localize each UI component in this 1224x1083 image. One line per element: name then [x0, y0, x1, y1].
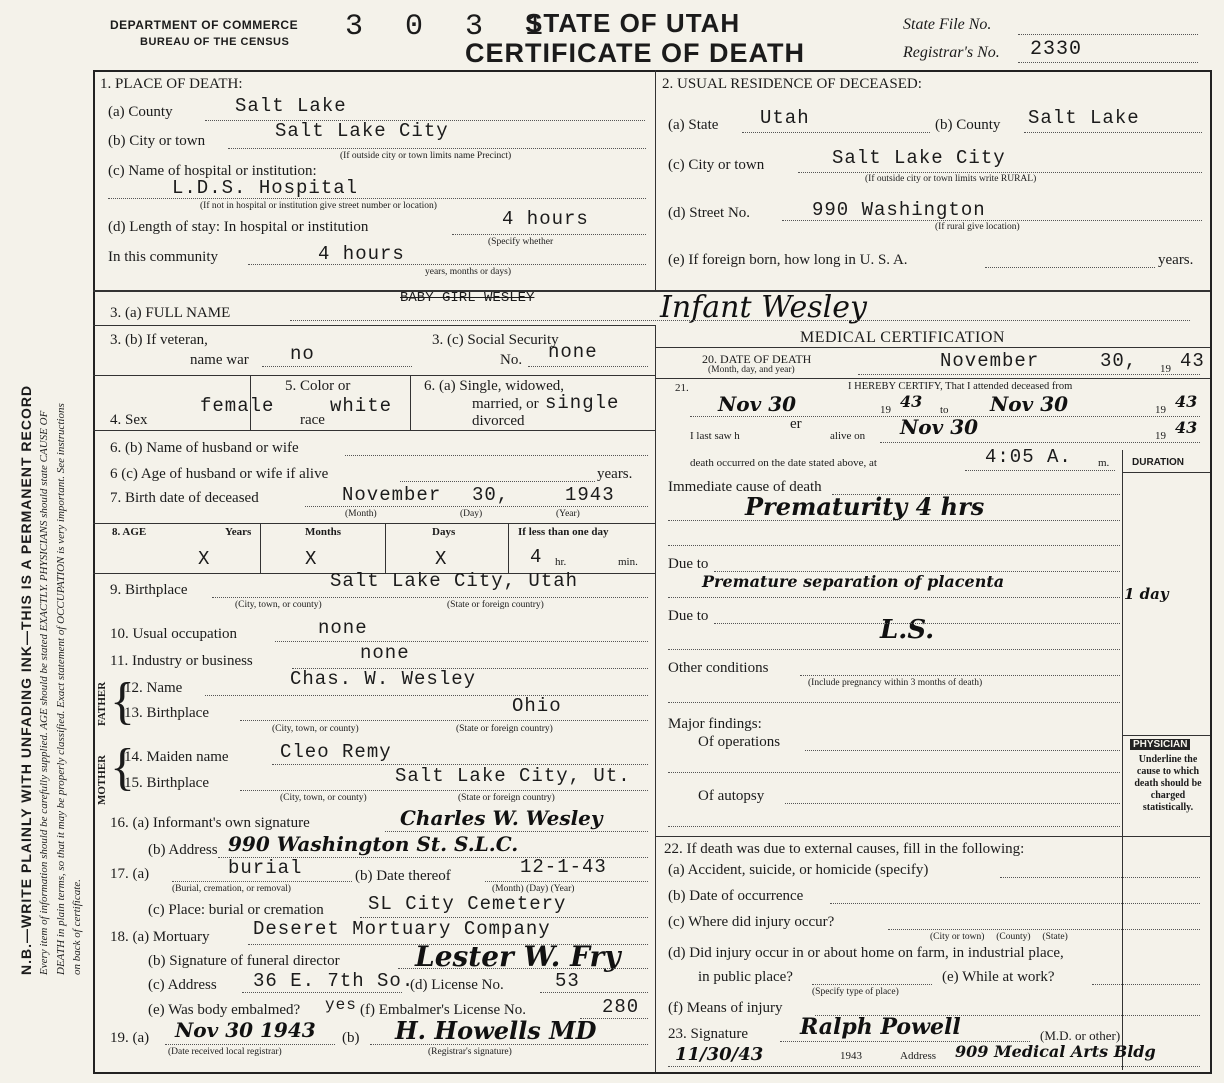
age-months-label: Months	[305, 526, 342, 538]
residence-state-label: (a) State	[668, 117, 719, 133]
burial-date: 12-1-43	[520, 856, 607, 878]
place-county-value: Salt Lake	[235, 95, 347, 117]
due-to-1-duration: 1 day	[1124, 585, 1169, 603]
certificate-title: CERTIFICATE OF DEATH	[465, 38, 805, 68]
residence-state-value: Utah	[760, 107, 810, 129]
physician-sig-date: 11/30/43	[675, 1044, 764, 1065]
external-d-label-2: in public place?	[698, 969, 793, 985]
birth-year: 1943	[565, 484, 615, 506]
mortuary-address-label: (c) Address	[148, 977, 217, 993]
place-hospital-note: (If not in hospital or institution give street number or location)	[200, 201, 437, 211]
age-days-label: Days	[432, 526, 456, 538]
burial-label-a: 17. (a)	[110, 866, 150, 882]
due-to-2-label: Due to	[668, 608, 709, 624]
father-name-value: Chas. W. Wesley	[290, 668, 477, 690]
age-less-label: If less than one day	[518, 526, 609, 538]
other-conditions-note: (Include pregnancy within 3 months of death)	[808, 678, 983, 688]
birth-day: 30,	[472, 484, 510, 506]
due-to-2: L.S.	[880, 615, 935, 645]
registrar-date: Nov 30 1943	[175, 1018, 316, 1042]
due-to-1-label: Due to	[668, 556, 709, 572]
occurred-label: death occurred on the date stated above, at	[690, 457, 877, 469]
license-value: 53	[555, 970, 580, 992]
last-saw-suffix: er	[790, 416, 802, 432]
residence-county-label: (b) County	[935, 117, 1001, 133]
place-community-label: In this community	[108, 249, 218, 265]
birthplace-value: Salt Lake City, Utah	[330, 570, 579, 592]
mother-state-note: (State or foreign country)	[458, 793, 555, 803]
age-years-label: Years	[225, 526, 252, 538]
last-saw-label: I last saw h	[690, 430, 740, 442]
father-birthplace-label: 13. Birthplace	[124, 705, 209, 721]
margin-note-line4: on back of certificate.	[71, 879, 83, 975]
attend-to-label: to	[940, 404, 949, 416]
physician-sig-year: 1943	[840, 1050, 862, 1062]
industry-label: 11. Industry or business	[110, 653, 253, 669]
residence-city-note: (If outside city or town limits write RURAL)	[865, 174, 1037, 184]
place-years-note: years, months or days)	[425, 267, 512, 277]
physician-address-label: Address	[900, 1050, 937, 1062]
marital-label-2: married, or	[472, 396, 539, 412]
place-city-label: (b) City or town	[108, 133, 206, 149]
residence-street-note: (If rural give location)	[935, 222, 1020, 232]
age-label: 8. AGE	[112, 526, 147, 538]
state-title: STATE OF UTAH	[525, 8, 741, 38]
bureau-label: BUREAU OF THE CENSUS	[140, 36, 290, 48]
place-hospital-value: L.D.S. Hospital	[172, 177, 359, 199]
informant-sig-label: 16. (a) Informant's own signature	[110, 815, 310, 831]
duration-header: DURATION	[1132, 457, 1185, 468]
age-days-value: X	[435, 548, 448, 570]
age-years-value: X	[198, 548, 211, 570]
mother-birthplace-label: 15. Birthplace	[124, 775, 209, 791]
full-name-written: Infant Wesley	[660, 290, 867, 325]
registrar-no-label: Registrar's No.	[903, 44, 1000, 61]
full-name-typed: BABY GIRL WESLEY	[400, 290, 535, 306]
age-hr-label: hr.	[555, 556, 567, 568]
license-label: (d) License No.	[410, 977, 504, 993]
embalmer-label: (f) Embalmer's License No.	[360, 1002, 526, 1018]
last-saw-date: Nov 30	[900, 415, 979, 439]
veteran-label-1: 3. (b) If veteran,	[110, 332, 208, 348]
mother-name-value: Cleo Remy	[280, 741, 392, 763]
color-label-2: race	[300, 412, 325, 428]
age-spouse-years: years.	[597, 466, 633, 482]
physician-sig-label: 23. Signature	[668, 1026, 748, 1042]
birth-year-note: (Year)	[556, 509, 580, 519]
birth-date-label: 7. Birth date of deceased	[110, 490, 259, 506]
age-hours-value: 4	[530, 546, 543, 568]
registrar-signature: H. Howells MD	[395, 1016, 597, 1045]
age-min-label: min.	[618, 556, 638, 568]
death-century: 19	[1160, 363, 1171, 375]
mother-tag: MOTHER	[96, 754, 108, 805]
ssn-value: none	[548, 341, 598, 363]
physician-md-note: (M.D. or other)	[1040, 1028, 1121, 1043]
attend-from-century: 19	[880, 404, 891, 416]
physician-tag: PHYSICIAN	[1130, 739, 1190, 750]
other-conditions-label: Other conditions	[668, 660, 769, 676]
alive-label: alive on	[830, 430, 866, 442]
residence-street-label: (d) Street No.	[668, 205, 751, 221]
registrar-date-note: (Date received local registrar)	[168, 1047, 282, 1057]
embalmed-label: (e) Was body embalmed?	[148, 1002, 301, 1018]
place-hospital-label: (c) Name of hospital or institution:	[108, 163, 317, 179]
attend-from: Nov 30	[718, 392, 797, 416]
place-stay-label: (d) Length of stay: In hospital or institution	[108, 219, 369, 235]
residence-city-value: Salt Lake City	[832, 147, 1006, 169]
birth-day-note: (Day)	[460, 509, 483, 519]
residence-foreign-label: (e) If foreign born, how long in U. S. A.	[668, 252, 908, 268]
embalmer-value: 280	[602, 996, 640, 1018]
due-to-1: Premature separation of placenta	[702, 572, 1005, 591]
mother-city-note: (City, town, or county)	[280, 793, 367, 803]
birth-month-note: (Month)	[345, 509, 377, 519]
last-saw-year: 43	[1175, 418, 1198, 437]
death-month: November	[940, 350, 1040, 372]
attend-to: Nov 30	[990, 392, 1069, 416]
immediate-cause: Prematurity 4 hrs	[745, 492, 985, 521]
veteran-value: no	[290, 343, 315, 365]
place-city-note: (If outside city or town limits name Precinct)	[340, 151, 512, 161]
burial-method-note: (Burial, cremation, or removal)	[172, 884, 291, 894]
mother-birthplace-value: Salt Lake City, Ut.	[395, 765, 631, 787]
burial-method: burial	[228, 857, 303, 879]
residence-heading: 2. USUAL RESIDENCE OF DECEASED:	[662, 76, 922, 92]
physician-note: Underline the cause to which death should be charged statistically.	[1134, 754, 1202, 813]
immediate-cause-label: Immediate cause of death	[668, 479, 822, 495]
margin-note-line3: DEATH in plain terms, so that it may be properly classified. Exact statement of OCCUPATION is very important. See instructions	[55, 403, 67, 975]
attend-from-year: 43	[900, 392, 923, 411]
marital-value: single	[545, 392, 620, 414]
informant-address-label: (b) Address	[148, 842, 218, 858]
certify-text: I HEREBY CERTIFY, That I attended deceased from	[848, 381, 1073, 392]
burial-place: SL City Cemetery	[368, 893, 567, 915]
burial-date-note: (Month) (Day) (Year)	[492, 884, 575, 894]
marital-label-3: divorced	[472, 413, 525, 429]
autopsy-label: Of autopsy	[698, 788, 765, 804]
external-f-label: (f) Means of injury	[668, 1000, 783, 1016]
external-a-label: (a) Accident, suicide, or homicide (specify)	[668, 862, 929, 878]
father-tag: FATHER	[96, 681, 108, 726]
death-year: 43	[1180, 350, 1205, 372]
color-value: white	[330, 395, 393, 417]
color-label-1: 5. Color or	[285, 378, 351, 394]
death-date-label: 20. DATE OF DEATH	[702, 352, 812, 366]
external-heading: 22. If death was due to external causes, fill in the following:	[664, 841, 1025, 857]
birthplace-label: 9. Birthplace	[110, 582, 188, 598]
death-day: 30,	[1100, 350, 1138, 372]
marital-label-1: 6. (a) Single, widowed,	[424, 378, 564, 394]
death-time: 4:05 A.	[985, 446, 1072, 468]
external-d-label: (d) Did injury occur in or about home on farm, in industrial place,	[668, 945, 1064, 961]
attend-to-year: 43	[1175, 392, 1198, 411]
place-community-value: 4 hours	[318, 243, 405, 265]
director-signature: Lester W. Fry	[415, 940, 621, 973]
external-d-note: (Specify type of place)	[812, 987, 899, 997]
father-city-note: (City, town, or county)	[272, 724, 359, 734]
stamp-number: 3 0 3 1	[345, 10, 556, 44]
place-city-value: Salt Lake City	[275, 120, 449, 142]
sex-label: 4. Sex	[110, 412, 148, 428]
last-saw-century: 19	[1155, 430, 1166, 442]
mother-name-label: 14. Maiden name	[124, 749, 229, 765]
external-b-label: (b) Date of occurrence	[668, 888, 804, 904]
mortuary-address: 36 E. 7th So.	[253, 970, 415, 992]
margin-note-line2: Every item of information should be carefully supplied. AGE should be stated EXACTLY. PHYSICIANS should state CAUSE OF	[38, 410, 50, 975]
sex-value: female	[200, 395, 275, 417]
informant-address: 990 Washington St. S.L.C.	[228, 832, 519, 856]
death-m: m.	[1098, 457, 1110, 469]
department-label: DEPARTMENT OF COMMERCE	[110, 18, 299, 32]
place-county-label: (a) County	[108, 104, 173, 120]
physician-address: 909 Medical Arts Bldg	[955, 1042, 1156, 1061]
embalmed-value: yes	[325, 996, 357, 1014]
state-file-label: State File No.	[903, 16, 992, 33]
external-c-note: (City or town) (County) (State)	[930, 932, 1068, 942]
birthplace-state-note: (State or foreign country)	[447, 600, 544, 610]
residence-county-value: Salt Lake	[1028, 107, 1140, 129]
director-sig-label: (b) Signature of funeral director	[148, 953, 340, 969]
external-e-label: (e) While at work?	[942, 969, 1055, 985]
occupation-label: 10. Usual occupation	[110, 626, 238, 642]
industry-value: none	[360, 642, 410, 664]
occupation-value: none	[318, 617, 368, 639]
registrar-no-value: 2330	[1030, 38, 1083, 61]
full-name-label: 3. (a) FULL NAME	[110, 305, 231, 321]
margin-main-note: N.B.—WRITE PLAINLY WITH UNFADING INK—THIS IS A PERMANENT RECORD	[18, 384, 34, 975]
residence-years-label: years.	[1158, 252, 1194, 268]
registrar-label-b: (b)	[342, 1030, 360, 1046]
residence-city-label: (c) City or town	[668, 157, 765, 173]
father-state-note: (State or foreign country)	[456, 724, 553, 734]
place-stay-value: 4 hours	[502, 208, 589, 230]
physician-signature: Ralph Powell	[800, 1014, 961, 1040]
attend-to-century: 19	[1155, 404, 1166, 416]
registrar-sig-note: (Registrar's signature)	[428, 1047, 512, 1057]
external-c-label: (c) Where did injury occur?	[668, 914, 835, 930]
place-specify-note: (Specify whether	[488, 237, 554, 247]
residence-street-value: 990 Washington	[812, 199, 986, 221]
birth-month: November	[342, 484, 442, 506]
death-date-note: (Month, day, and year)	[708, 365, 795, 375]
mortuary-label: 18. (a) Mortuary	[110, 929, 210, 945]
certify-num: 21.	[675, 382, 689, 394]
medical-cert-heading: MEDICAL CERTIFICATION	[800, 329, 1005, 346]
father-name-label: 12. Name	[124, 680, 183, 696]
veteran-label-2: name war	[190, 352, 249, 368]
husband-label: 6. (b) Name of husband or wife	[110, 440, 299, 456]
ssn-label-1: 3. (c) Social Security	[432, 332, 559, 348]
ssn-label-2: No.	[500, 352, 523, 368]
burial-date-label: (b) Date thereof	[355, 868, 451, 884]
father-birthplace-value: Ohio	[512, 695, 562, 717]
major-findings-label: Major findings:	[668, 716, 762, 732]
age-spouse-label: 6 (c) Age of husband or wife if alive	[110, 466, 329, 482]
operations-label: Of operations	[698, 734, 781, 750]
place-of-death-heading: 1. PLACE OF DEATH:	[100, 76, 243, 92]
birthplace-city-note: (City, town, or county)	[235, 600, 322, 610]
mortuary-name: Deseret Mortuary Company	[253, 918, 551, 940]
burial-place-label: (c) Place: burial or cremation	[148, 902, 324, 918]
age-months-value: X	[305, 548, 318, 570]
informant-signature: Charles W. Wesley	[400, 806, 603, 830]
registrar-label-a: 19. (a)	[110, 1030, 150, 1046]
